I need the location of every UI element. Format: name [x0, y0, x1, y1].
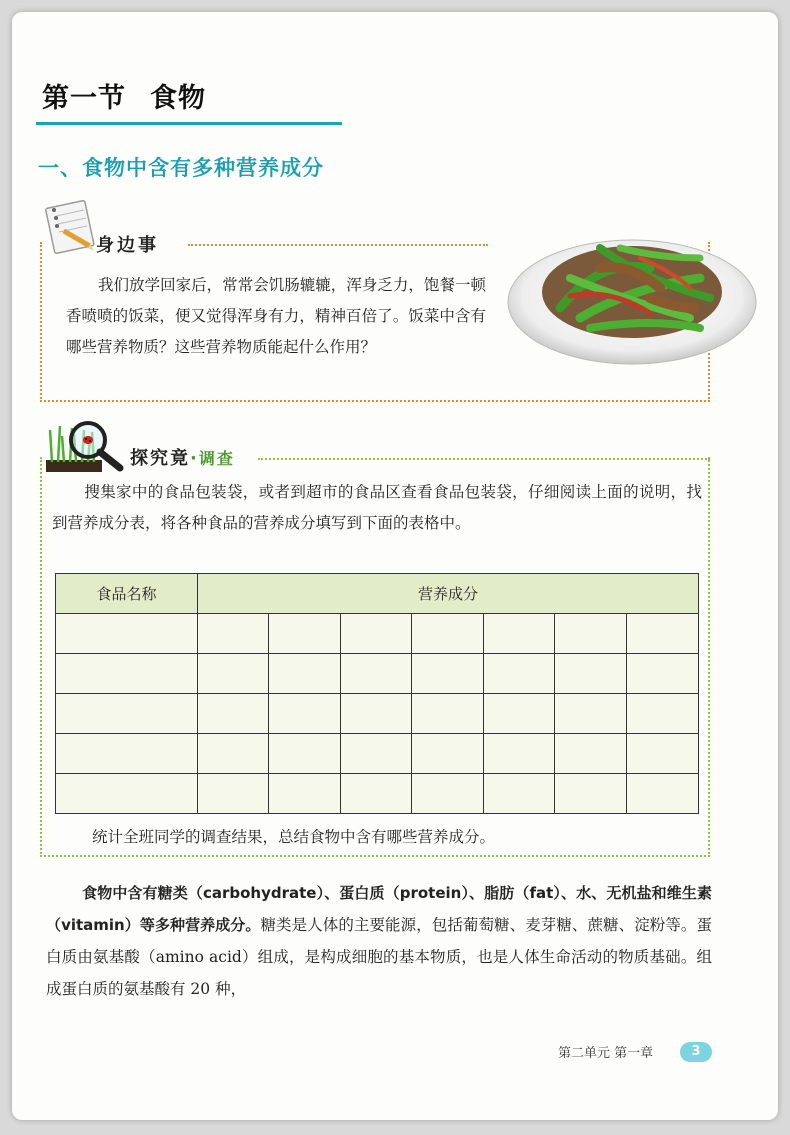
inquiry-paragraph: 搜集家中的食品包装袋，或者到超市的食品区查看食品包装袋，仔细阅读上面的说明，找到营养成分表，将各种食品的营养成分填写到下面的表格中。 — [52, 483, 702, 532]
chapter-label: 第二单元 第一章 — [558, 1046, 654, 1061]
section-number: 第一节 — [42, 83, 126, 114]
col-food-name: 食品名称 — [56, 574, 198, 614]
magnifier-ladybug-icon — [42, 416, 130, 476]
inquiry-heading: 探究竟·调查 — [130, 448, 235, 469]
section-title — [42, 76, 206, 115]
daily-life-paragraph: 我们放学回家后，常常会饥肠辘辘，浑身乏力，饱餐一顿香喷喷的饭菜，便又觉得浑身有力，精神百倍了。饭菜中含有哪些营养物质？这些营养物质能起什么作用？ — [66, 276, 486, 356]
table-row — [56, 694, 699, 734]
textbook-page — [12, 12, 778, 1120]
inquiry-conclusion: 统计全班同学的调查结果，总结食物中含有哪些营养成分。 — [92, 828, 496, 846]
key-statement: 食物中含有糖类（carbohydrate）、蛋白质（protein）、脂肪（fat）、水、无机盐和维生素（vitamin）等多种营养成分。 — [46, 884, 712, 934]
nutrition-survey-table — [55, 573, 699, 814]
stir-fry-dish-photo — [500, 218, 762, 370]
inquiry-tag: 调查 — [198, 449, 235, 468]
daily-life-heading: 身边事 — [96, 235, 159, 256]
notebook-pencil-icon — [42, 198, 98, 258]
section-name: 食物 — [150, 83, 206, 114]
title-rule — [36, 122, 342, 125]
table-row — [56, 614, 699, 654]
table-row — [56, 654, 699, 694]
table-row — [56, 734, 699, 774]
daily-life-box-top-border — [188, 244, 488, 246]
inquiry-box-top-border — [258, 458, 710, 460]
subsection-title: 一、食物中含有多种营养成分 — [38, 156, 324, 180]
col-nutrients: 营养成分 — [198, 574, 699, 614]
main-text-paragraph: 食物中含有糖类（carbohydrate）、蛋白质（protein）、脂肪（fat）、水、无机盐和维生素（vitamin）等多种营养成分。糖类是人体的主要能源，包括葡萄糖、麦芽糖、蔗糖、淀粉等。蛋白质由氨基酸（amino acid）组成，是构成细胞的基本物质，也是人体生命活动的物质基础。组成蛋白质的氨基酸有 20 种， — [46, 884, 712, 998]
page-number-badge: 3 — [680, 1042, 712, 1062]
table-row — [56, 774, 699, 814]
